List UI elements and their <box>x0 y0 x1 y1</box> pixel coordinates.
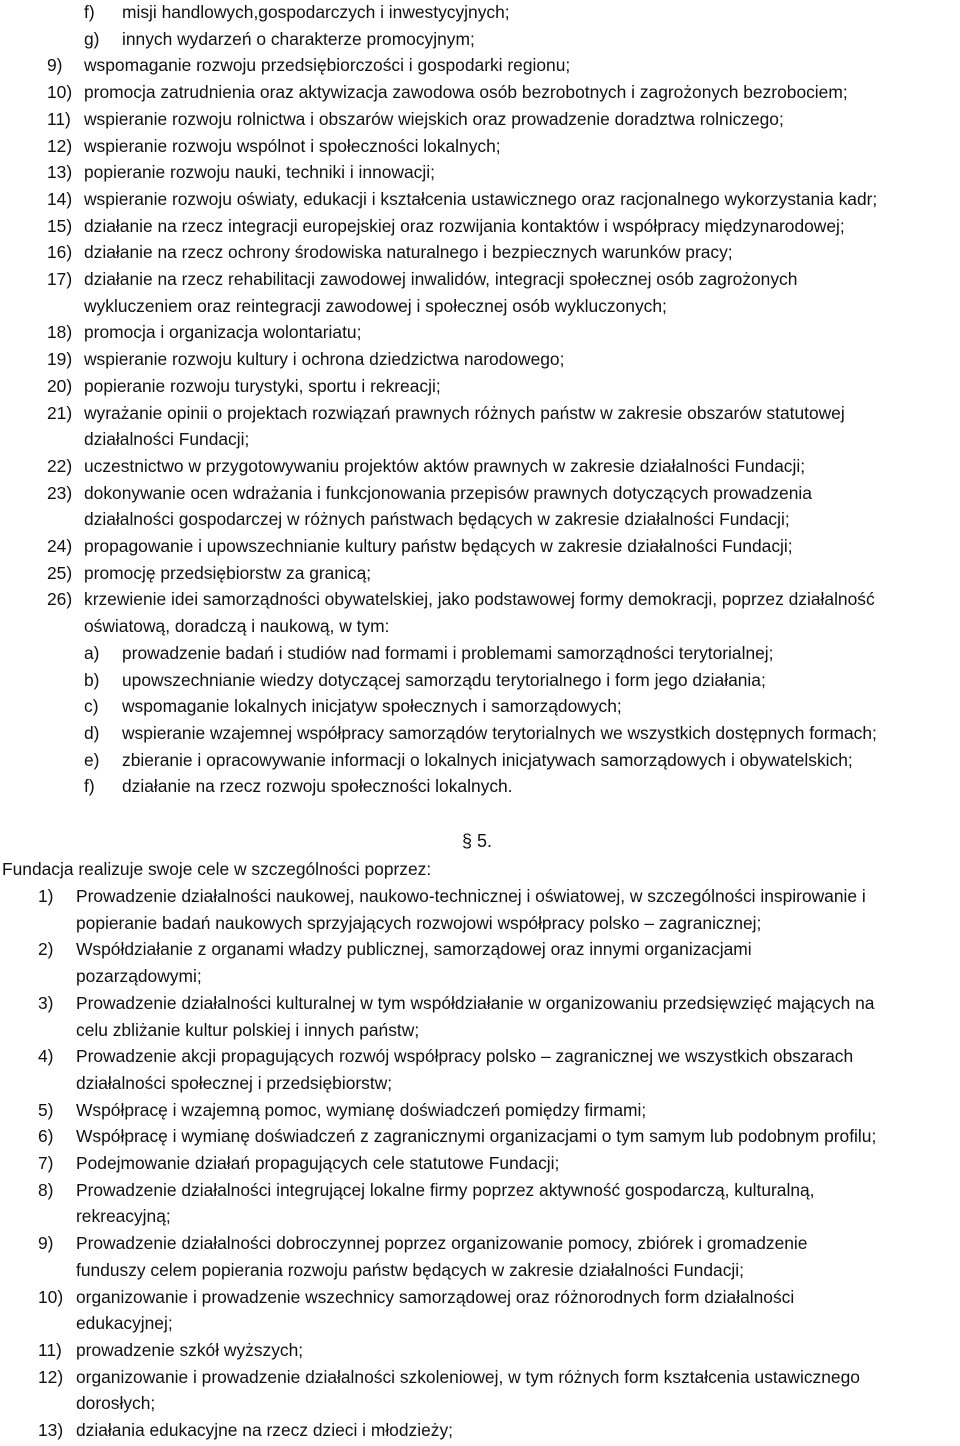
item-number: 10) <box>38 1286 64 1307</box>
item-text: wyrażanie opinii o projektach rozwiązań prawnych różnych państw w zakresie obszarów statutowej <box>84 402 845 423</box>
item-text: popieranie badań naukowych sprzyjających rozwojowi współpracy polsko – zagranicznej; <box>76 912 762 933</box>
item-text: działalności gospodarczej w różnych państwach będących w zakresie działalności Fundacji; <box>84 509 790 530</box>
item-number: 23) <box>47 482 73 503</box>
item-text: wspieranie rozwoju oświaty, edukacji i kształcenia ustawicznego oraz racjonalnego wykorzystania kadr; <box>84 188 878 209</box>
item-number: 11) <box>38 1339 62 1360</box>
item-number: e) <box>84 749 100 770</box>
item-text: działalności Fundacji; <box>84 429 250 450</box>
item-text: wspieranie rozwoju rolnictwa i obszarów wiejskich oraz prowadzenie doradztwa rolniczego; <box>84 108 784 129</box>
item-text: propagowanie i upowszechnianie kultury państw będących w zakresie działalności Fundacji; <box>84 536 793 556</box>
item-text: działanie na rzecz integracji europejskiej oraz rozwijania kontaktów i współpracy międzynarodowej; <box>84 215 845 236</box>
item-text: Współpracę i wzajemną pomoc, wymianę doświadczeń pomiędzy firmami; <box>76 1099 647 1120</box>
item-text: działanie na rzecz ochrony środowiska naturalnego i bezpiecznych warunków pracy; <box>84 242 733 263</box>
item-text: Współpracę i wymianę doświadczeń z zagranicznymi organizacjami o tym samym lub podobnym profilu; <box>76 1126 877 1147</box>
item-number: 26) <box>47 589 73 610</box>
section-sign: § <box>462 831 473 851</box>
item-text: wspomaganie rozwoju przedsiębiorczości i gospodarki regionu; <box>84 55 571 76</box>
item-text: wspomaganie lokalnych inicjatyw społecznych i samorządowych; <box>122 696 622 717</box>
item-number: f) <box>84 2 95 22</box>
item-text: uczestnictwo w przygotowywaniu projektów aktów prawnych w zakresie działalności Fundacji; <box>84 455 806 476</box>
item-text: wspieranie rozwoju kultury i ochrona dziedzictwa narodowego; <box>84 349 565 370</box>
item-text: organizowanie i prowadzenie działalności szkoleniowej, w tym różnych form kształcenia ustawicznego <box>76 1366 860 1387</box>
section-heading <box>462 828 492 854</box>
item-text: edukacyjnej; <box>76 1313 173 1334</box>
item-number: 12) <box>38 1366 64 1387</box>
item-number: 5) <box>38 1099 54 1120</box>
item-text: dokonywanie ocen wdrażania i funkcjonowania przepisów prawnych dotyczących prowadzenia <box>84 482 812 503</box>
item-number: 15) <box>47 215 73 236</box>
item-number: 4) <box>38 1046 54 1067</box>
item-text: Podejmowanie działań propagujących cele statutowe Fundacji; <box>76 1153 560 1173</box>
item-text: promocja zatrudnienia oraz aktywizacja zawodowa osób bezrobotnych i zagrożonych bezrobociem; <box>84 82 848 103</box>
item-number: 17) <box>47 269 73 289</box>
item-number: 8) <box>38 1179 54 1200</box>
item-text: popieranie rozwoju turystyki, sportu i rekreacji; <box>84 375 441 396</box>
item-text: upowszechnianie wiedzy dotyczącej samorządu terytorialnego i form jego działania; <box>122 669 766 690</box>
item-text: działanie na rzecz rozwoju społeczności lokalnych. <box>122 776 513 797</box>
item-number: c) <box>84 696 99 717</box>
item-text: wspieranie wzajemnej współpracy samorządów terytorialnych we wszystkich dostępnych formach; <box>122 722 877 743</box>
item-number: 3) <box>38 992 54 1013</box>
item-number: 14) <box>47 188 73 209</box>
item-number: 22) <box>47 455 73 476</box>
item-text: prowadzenie badań i studiów nad formami i problemami samorządności terytorialnej; <box>122 642 774 663</box>
item-number: 21) <box>47 402 73 423</box>
item-text: Współdziałanie z organami władzy publicznej, samorządowej oraz innymi organizacjami <box>76 939 752 960</box>
item-text: promocję przedsiębiorstw za granicą; <box>84 562 372 583</box>
item-number: 16) <box>47 242 73 263</box>
item-number: 9) <box>38 1233 54 1254</box>
item-number: 25) <box>47 562 73 583</box>
item-number: a) <box>84 642 100 663</box>
item-text: promocja i organizacja wolontariatu; <box>84 322 362 343</box>
item-number: 1) <box>38 886 54 906</box>
item-number: d) <box>84 722 100 743</box>
item-number: 7) <box>38 1153 54 1173</box>
item-number: 13) <box>38 1420 64 1440</box>
item-number: 20) <box>47 375 73 396</box>
item-text: dorosłych; <box>76 1393 156 1414</box>
item-number: 2) <box>38 939 54 960</box>
item-text: rekreacyjną; <box>76 1206 171 1227</box>
item-number: 19) <box>47 349 73 370</box>
item-text: działalności społecznej i przedsiębiorstw; <box>76 1072 393 1093</box>
item-text: pozarządowymi; <box>76 966 202 987</box>
item-number: 18) <box>47 322 73 343</box>
item-text: wspieranie rozwoju wspólnot i społeczności lokalnych; <box>84 135 501 156</box>
item-text: popieranie rozwoju nauki, techniki i innowacji; <box>84 162 435 183</box>
item-text: krzewienie idei samorządności obywatelskiej, jako podstawowej formy demokracji, poprzez działalność <box>84 589 875 610</box>
item-number: g) <box>84 28 100 49</box>
item-text: organizowanie i prowadzenie wszechnicy samorządowej oraz różnorodnych form działalności <box>76 1286 795 1307</box>
item-text: działania edukacyjne na rzecz dzieci i młodzieży; <box>76 1420 453 1440</box>
item-text: oświatową, doradczą i naukową, w tym: <box>84 616 390 637</box>
item-text: misji handlowych,gospodarczych i inwestycyjnych; <box>122 2 510 22</box>
item-text: funduszy celem popierania rozwoju państw będących w zakresie działalności Fundacji; <box>76 1259 744 1280</box>
item-number: 24) <box>47 536 73 556</box>
item-number: 11) <box>47 108 71 129</box>
item-number: 6) <box>38 1126 54 1147</box>
item-text: innych wydarzeń o charakterze promocyjnym; <box>122 28 475 49</box>
item-text: celu zbliżanie kultur polskiej i innych państw; <box>76 1019 420 1040</box>
item-text: Prowadzenie akcji propagujących rozwój współpracy polsko – zagranicznej we wszystkich obszarach <box>76 1046 854 1067</box>
item-text: zbieranie i opracowywanie informacji o lokalnych inicjatywach samorządowych i obywatelskich; <box>122 749 853 770</box>
item-number: 13) <box>47 162 73 183</box>
item-number: 10) <box>47 82 73 103</box>
item-text: Prowadzenie działalności integrującej lokalne firmy poprzez aktywność gospodarczą, kulturalną, <box>76 1179 815 1200</box>
item-text: Prowadzenie działalności naukowej, naukowo-technicznej i oświatowej, w szczególności inspirowanie i <box>76 886 866 906</box>
item-number: 9) <box>47 55 63 76</box>
item-text: prowadzenie szkół wyższych; <box>76 1339 304 1360</box>
item-text: działanie na rzecz rehabilitacji zawodowej inwalidów, integracji społecznej osób zagrożonych <box>84 269 798 289</box>
item-text: wykluczeniem oraz reintegracji zawodowej i społecznej osób wykluczonych; <box>84 295 667 316</box>
item-number: f) <box>84 776 95 797</box>
section-number: 5. <box>472 831 493 851</box>
item-number: b) <box>84 669 100 690</box>
item-text: Prowadzenie działalności kulturalnej w tym współdziałanie w organizowaniu przedsięwzięć mających na <box>76 992 875 1013</box>
item-number: 12) <box>47 135 73 156</box>
item-text: Prowadzenie działalności dobroczynnej poprzez organizowanie pomocy, zbiórek i gromadzenie <box>76 1233 808 1254</box>
item-text: Fundacja realizuje swoje cele w szczególności poprzez: <box>2 859 432 879</box>
